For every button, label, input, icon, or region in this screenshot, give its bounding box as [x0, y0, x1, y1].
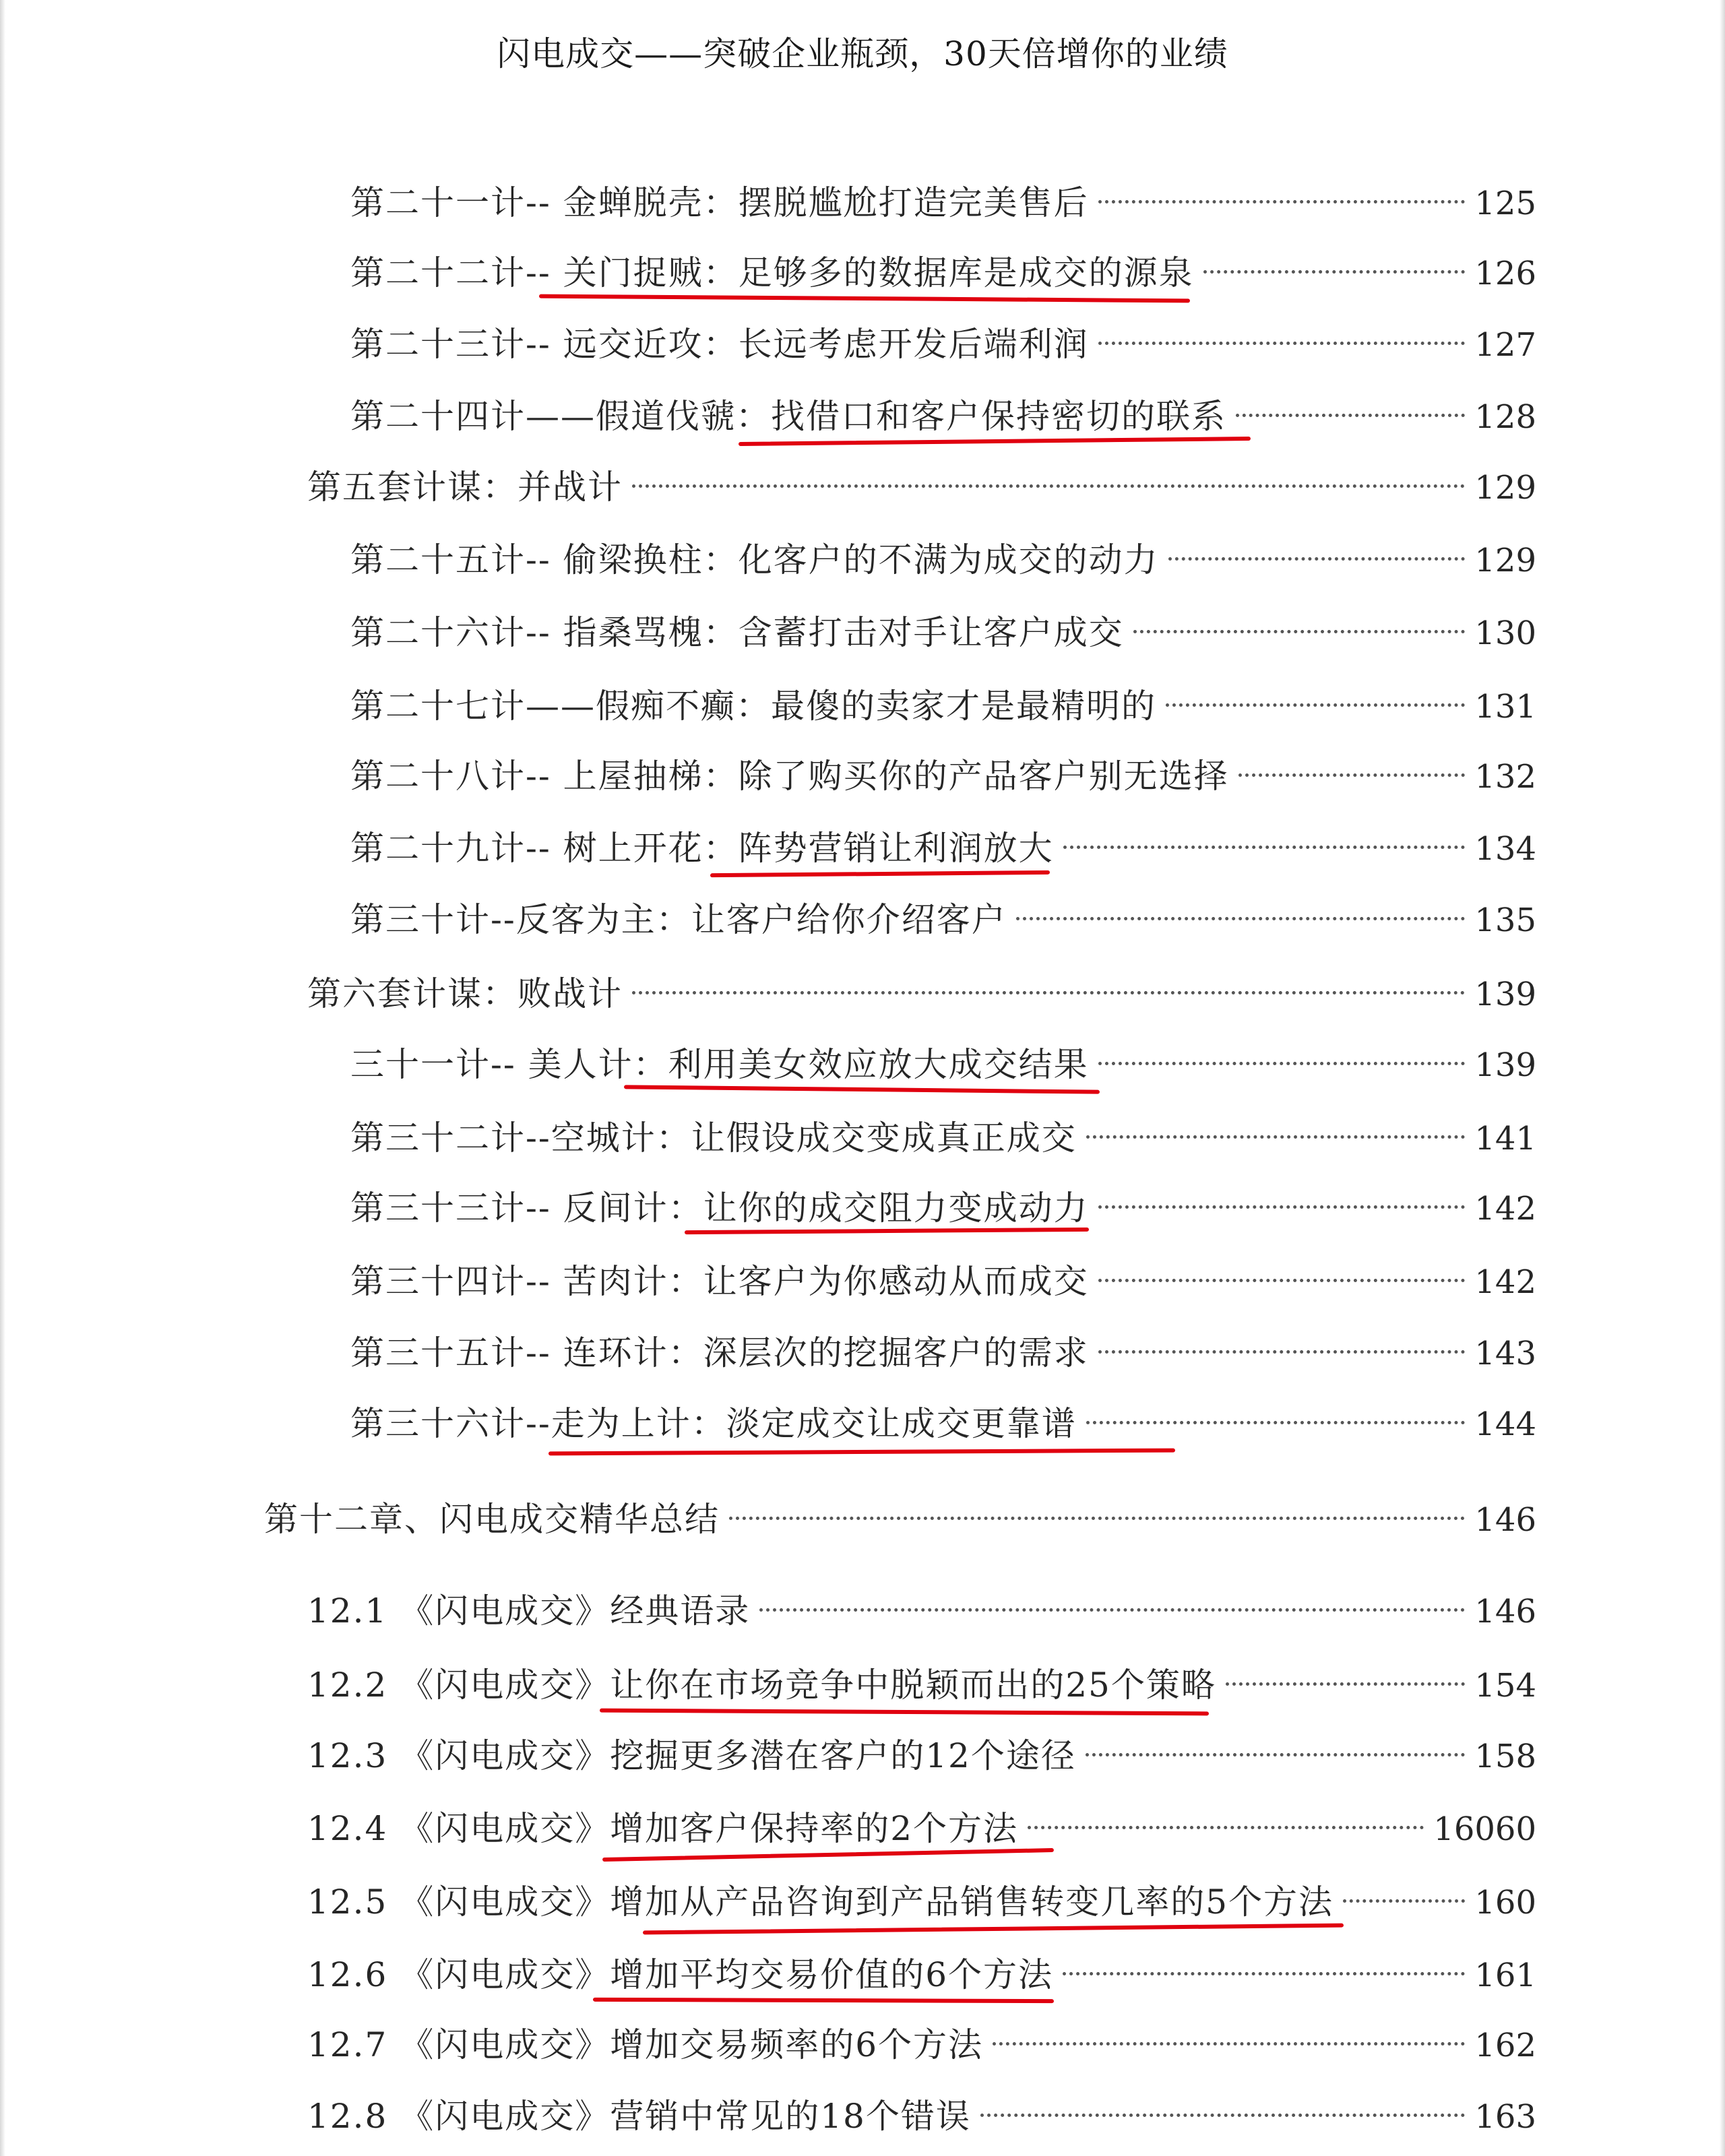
toc-leader-dots [1086, 1753, 1466, 1756]
toc-entry-page: 146 [1474, 1501, 1536, 1539]
toc-entry-label: 12.8 《闪电成交》营销中常见的18个错误 [307, 2097, 971, 2136]
toc-leader-dots [1168, 557, 1466, 561]
toc-entry-page: 128 [1474, 398, 1536, 436]
toc-entry-page: 161 [1474, 1957, 1536, 1994]
toc-entry-label: 12.6 《闪电成交》增加平均交易价值的6个方法 [307, 1955, 1054, 1994]
toc-entry[interactable] [307, 1587, 1536, 1635]
toc-entry-page: 141 [1474, 1120, 1536, 1158]
toc-entry[interactable] [350, 321, 1536, 368]
toc-leader-dots [1016, 917, 1466, 920]
toc-leader-dots [1133, 630, 1466, 633]
toc-entry[interactable] [307, 1661, 1536, 1709]
toc-entry-label: 第三十计--反客为主：让客户给你介绍客户 [350, 900, 1007, 939]
toc-entry-page: 132 [1474, 758, 1536, 796]
toc-entry[interactable] [307, 2093, 1536, 2140]
toc-entry[interactable] [307, 1878, 1536, 1926]
toc-leader-dots [632, 991, 1465, 994]
toc-leader-dots [1086, 1421, 1466, 1424]
red-underline-annotation [600, 1709, 1209, 1716]
toc-leader-dots [632, 484, 1465, 488]
toc-entry-page: 16060 [1433, 1810, 1536, 1848]
toc-leader-dots [1343, 1899, 1465, 1903]
toc-entry-page: 129 [1474, 542, 1536, 579]
toc-leader-dots [1063, 1972, 1465, 1975]
toc-leader-dots [1166, 703, 1465, 707]
toc-leader-dots [993, 2042, 1465, 2046]
toc-leader-dots [729, 1517, 1465, 1520]
toc-leader-dots [1203, 270, 1466, 274]
toc-entry-page: 135 [1474, 901, 1536, 939]
toc-entry-page: 160 [1474, 1884, 1536, 1922]
red-underline-annotation [593, 1998, 1054, 2003]
toc-entry[interactable] [350, 1329, 1536, 1376]
toc-entry-label: 第六套计谋：败战计 [307, 974, 623, 1013]
toc-entry-label: 三十一计-- 美人计：利用美女效应放大成交结果 [350, 1045, 1089, 1084]
toc-entry-label: 12.3 《闪电成交》挖掘更多潜在客户的12个途径 [307, 1736, 1076, 1775]
toc-entry[interactable] [350, 683, 1536, 730]
toc-leader-dots [1236, 414, 1465, 417]
toc-entry-label: 12.2 《闪电成交》让你在市场竞争中脱颖而出的25个策略 [307, 1666, 1216, 1705]
toc-leader-dots [1098, 342, 1466, 345]
toc-entry[interactable] [350, 1258, 1536, 1305]
toc-leader-dots [1098, 1062, 1466, 1065]
toc-entry[interactable] [350, 179, 1536, 226]
toc-entry-page: 125 [1474, 185, 1536, 222]
toc-leader-dots [1098, 1205, 1466, 1209]
toc-entry-label: 第二十三计-- 远交近攻：长远考虑开发后端利润 [350, 325, 1089, 364]
toc-entry[interactable] [307, 2021, 1536, 2068]
toc-entry-page: 143 [1474, 1335, 1536, 1372]
toc-leader-dots [1098, 1350, 1466, 1354]
toc-entry-page: 129 [1474, 469, 1536, 507]
toc-entry-label: 第三十三计-- 反间计：让你的成交阻力变成动力 [350, 1188, 1089, 1228]
toc-entry[interactable] [350, 896, 1536, 943]
toc-entry[interactable] [307, 1805, 1536, 1852]
toc-entry[interactable] [350, 1041, 1536, 1088]
toc-entry-page: 142 [1474, 1190, 1536, 1228]
toc-entry-label: 第二十九计-- 树上开花：阵势营销让利润放大 [350, 829, 1054, 868]
toc-entry-page: 139 [1474, 976, 1536, 1013]
toc-entry-page: 139 [1474, 1046, 1536, 1084]
toc-entry[interactable] [350, 753, 1536, 800]
toc-entry-label: 第二十七计——假痴不癫：最傻的卖家才是最精明的 [350, 687, 1156, 726]
toc-entry-page: 162 [1474, 2027, 1536, 2064]
toc-entry-page: 154 [1474, 1667, 1536, 1705]
toc-leader-dots [1098, 200, 1466, 203]
toc-entry-page: 130 [1474, 614, 1536, 652]
toc-chapter-entry[interactable] [264, 1496, 1536, 1543]
toc-entry-page: 131 [1474, 688, 1536, 726]
toc-entry-label: 第二十四计——假道伐虢：找借口和客户保持密切的联系 [350, 397, 1226, 436]
toc-leader-dots [1028, 1826, 1424, 1829]
toc-entry-page: 146 [1474, 1593, 1536, 1630]
toc-entry[interactable] [350, 249, 1536, 296]
toc-entry-label: 12.5 《闪电成交》增加从产品咨询到产品销售转变几率的5个方法 [307, 1882, 1334, 1922]
toc-entry-label: 第二十八计-- 上屋抽梯：除了购买你的产品客户别无选择 [350, 757, 1229, 796]
toc-entry[interactable] [350, 609, 1536, 656]
page-header-title: 闪电成交——突破企业瓶颈，30天倍增你的业绩 [497, 34, 1228, 73]
toc-entry-page: 126 [1474, 255, 1536, 292]
toc-entry-page: 142 [1474, 1263, 1536, 1301]
toc-entry-page: 163 [1474, 2098, 1536, 2136]
toc-entry-label: 第三十二计--空城计：让假设成交变成真正成交 [350, 1118, 1077, 1158]
toc-entry-label: 第二十六计-- 指桑骂槐：含蓄打击对手让客户成交 [350, 613, 1124, 652]
toc-entry-label: 第五套计谋：并战计 [307, 468, 623, 507]
toc-entry-label: 第十二章、闪电成交精华总结 [264, 1500, 720, 1539]
toc-entry-label: 12.7 《闪电成交》增加交易频率的6个方法 [307, 2025, 984, 2064]
toc-entry-page: 127 [1474, 326, 1536, 364]
toc-entry-page: 134 [1474, 830, 1536, 868]
toc-entry-label: 第三十六计--走为上计：淡定成交让成交更靠谱 [350, 1404, 1077, 1443]
toc-leader-dots [1238, 773, 1466, 777]
red-underline-annotation [548, 1449, 1175, 1456]
toc-entry[interactable] [350, 1114, 1536, 1162]
toc-entry[interactable] [350, 1400, 1536, 1447]
toc-leader-dots [1226, 1682, 1466, 1686]
toc-leader-dots [1063, 846, 1466, 849]
toc-leader-dots [1098, 1279, 1466, 1282]
toc-leader-dots [759, 1608, 1465, 1612]
toc-entry[interactable] [350, 1184, 1536, 1232]
toc-entry-page: 144 [1474, 1405, 1536, 1443]
toc-entry-page: 158 [1474, 1738, 1536, 1775]
toc-entry[interactable] [307, 1732, 1536, 1779]
toc-leader-dots [980, 2114, 1466, 2117]
toc-entry-label: 第二十五计-- 偷梁换柱：化客户的不满为成交的动力 [350, 540, 1159, 579]
toc-section-entry[interactable] [307, 464, 1536, 511]
toc-entry-label: 12.1 《闪电成交》经典语录 [307, 1591, 751, 1630]
toc-entry[interactable] [350, 393, 1536, 440]
toc-entry[interactable] [350, 825, 1536, 872]
toc-entry-label: 第二十一计-- 金蝉脱壳：摆脱尴尬打造完美售后 [350, 183, 1089, 222]
toc-entry-label: 第三十四计-- 苦肉计：让客户为你感动从而成交 [350, 1262, 1089, 1301]
toc-entry-label: 第二十二计-- 关门捉贼：足够多的数据库是成交的源泉 [350, 253, 1194, 292]
toc-leader-dots [1086, 1135, 1466, 1139]
toc-entry-label: 12.4 《闪电成交》增加客户保持率的2个方法 [307, 1809, 1019, 1848]
toc-entry[interactable] [307, 1951, 1536, 1998]
toc-entry[interactable] [350, 536, 1536, 583]
toc-section-entry[interactable] [307, 970, 1536, 1017]
toc-entry-label: 第三十五计-- 连环计：深层次的挖掘客户的需求 [350, 1333, 1089, 1372]
